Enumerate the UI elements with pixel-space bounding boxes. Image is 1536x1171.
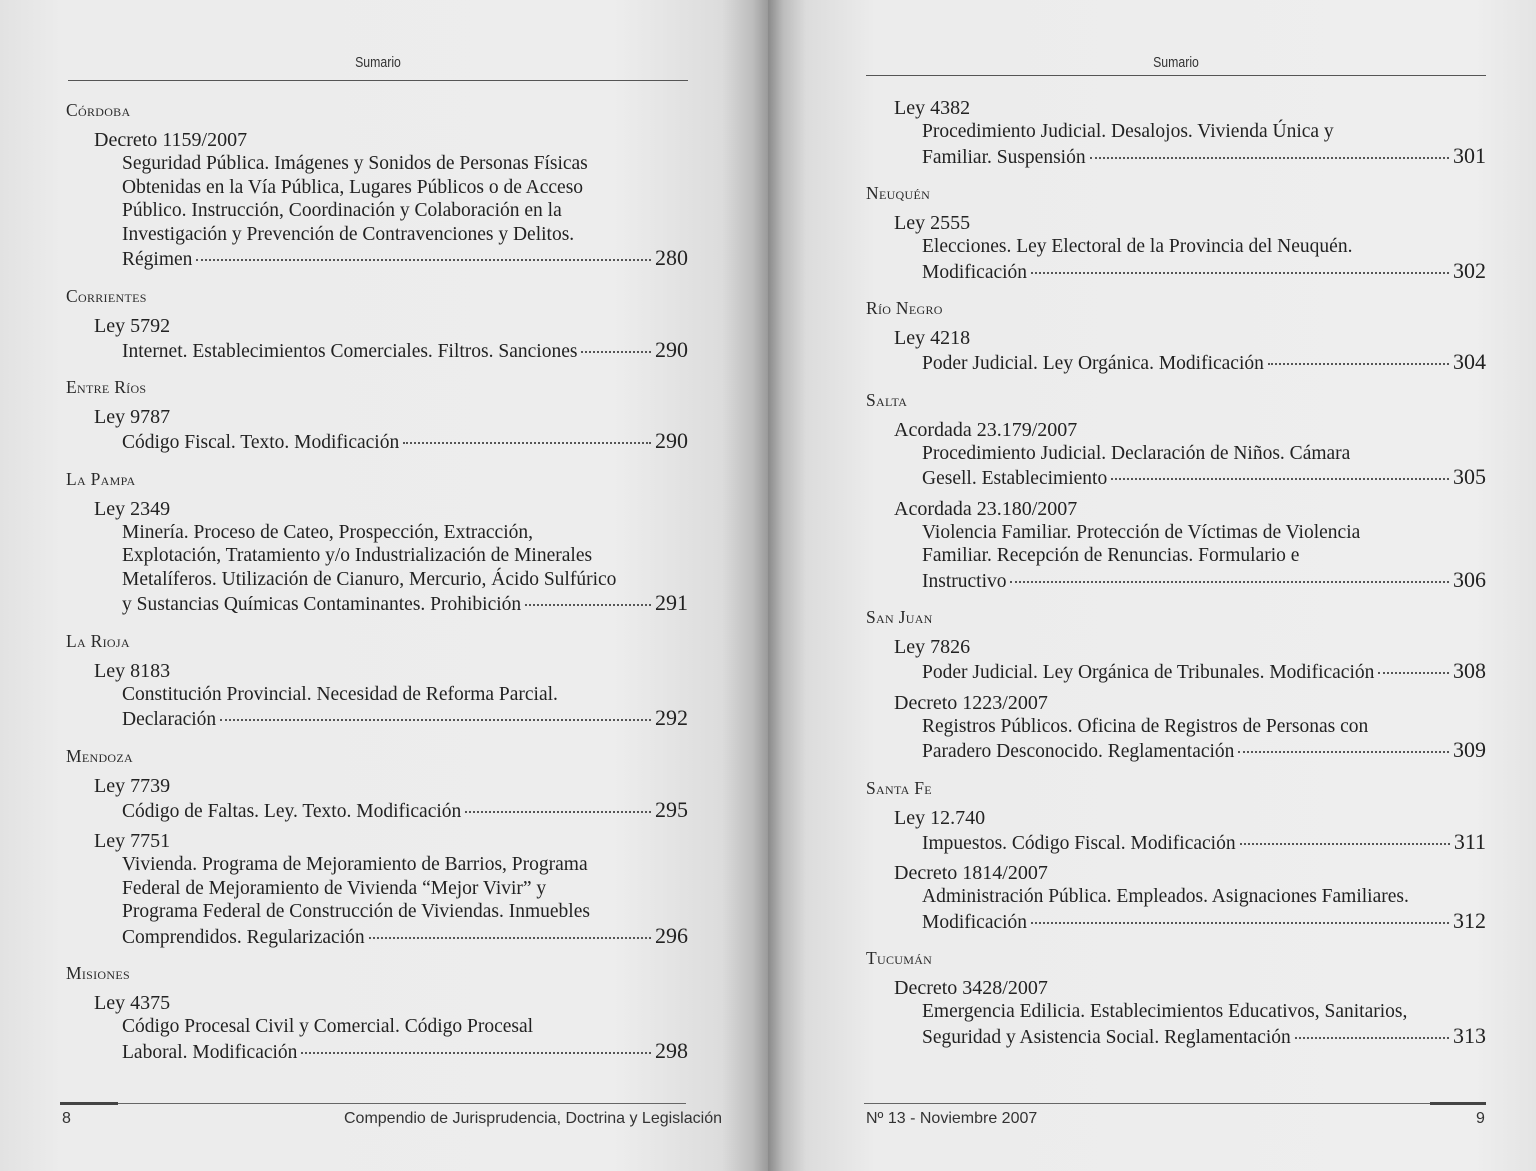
page-number: 305 (1453, 464, 1486, 489)
description-line: Modificación (922, 261, 1028, 283)
right-footer-rule-thick (1430, 1102, 1486, 1105)
description-line: Federal de Mejoramiento de Vivienda “Mejor Vivir” y (122, 877, 547, 899)
left-page-header: Sumario (355, 54, 401, 71)
dot-leader (1090, 157, 1449, 159)
left-footer-page-number: 8 (62, 1110, 71, 1127)
left-header-rule (68, 80, 688, 81)
law-description (922, 521, 1486, 594)
description-line: Gesell. Establecimiento (922, 468, 1108, 489)
toc-entry-last-line (922, 1024, 1486, 1050)
law-description (922, 830, 1486, 856)
law-description (122, 1015, 688, 1064)
law-description (122, 798, 688, 824)
law-title: Ley 7751 (94, 830, 171, 852)
description-line: Minería. Proceso de Cateo, Prospección, Extracción, (122, 521, 533, 543)
toc-entry-last-line (922, 909, 1486, 935)
right-page (768, 0, 1536, 1171)
toc-entry-last-line (122, 338, 688, 364)
province-heading: Córdoba (66, 100, 131, 120)
right-page-header: Sumario (1153, 54, 1199, 71)
description-line: Código de Faltas. Ley. Texto. Modificación (122, 800, 462, 822)
toc-entry-last-line (122, 924, 688, 950)
description-line: Internet. Establecimientos Comerciales. Filtros. Sanciones (122, 340, 578, 362)
law-title: Ley 8183 (94, 659, 171, 682)
description-line: Explotación, Tratamiento y/o Industrialización de Minerales (122, 545, 593, 566)
description-line: Emergencia Edilicia. Establecimientos Educativos, Sanitarios, (922, 1001, 1408, 1022)
description-line: Procedimiento Judicial. Declaración de Niños. Cámara (922, 442, 1351, 464)
law-title: Acordada 23.179/2007 (894, 418, 1078, 441)
dot-leader (1268, 363, 1449, 365)
description-line: Código Procesal Civil y Comercial. Código Procesal (122, 1016, 534, 1037)
law-title: Decreto 1223/2007 (894, 691, 1048, 714)
law-description (922, 885, 1486, 934)
province-heading: Tucumán (866, 948, 933, 968)
description-line: Comprendidos. Regularización (122, 926, 365, 948)
toc-entry-last-line (922, 659, 1486, 685)
toc-entry-last-line (122, 798, 688, 824)
description-line: Violencia Familiar. Protección de Víctimas de Violencia (922, 521, 1361, 543)
province-heading: Entre Ríos (66, 377, 147, 397)
page-number: 290 (655, 336, 688, 362)
page-number: 306 (1453, 566, 1486, 592)
province-heading: Salta (866, 389, 908, 410)
law-description (122, 429, 688, 455)
left-toc (66, 98, 688, 1076)
right-footer-issue: Nº 13 - Noviembre 2007 (866, 1110, 1038, 1127)
page-number: 292 (655, 705, 688, 730)
page-number: 290 (655, 428, 688, 453)
dot-leader (1240, 843, 1450, 845)
toc-entry-last-line (922, 830, 1486, 856)
toc-entry-last-line (122, 246, 688, 272)
page-number: 309 (1453, 737, 1486, 762)
dot-leader (1111, 478, 1449, 480)
left-footer-rule-thick (60, 1102, 118, 1105)
dot-leader (301, 1052, 651, 1054)
toc-entry-last-line (922, 568, 1486, 594)
page-number: 291 (655, 590, 688, 615)
page-number: 312 (1453, 907, 1486, 933)
province-heading: San Juan (866, 607, 933, 627)
law-title: Ley 4382 (894, 97, 971, 119)
page-number: 302 (1453, 257, 1486, 283)
province-heading: La Pampa (66, 468, 136, 489)
province-heading: Santa Fe (866, 777, 932, 798)
description-line: Régimen (122, 249, 193, 270)
law-description (922, 659, 1486, 685)
law-title: Ley 4218 (894, 327, 971, 349)
toc-entry-last-line (122, 706, 688, 732)
description-line: Programa Federal de Construcción de Viviendas. Inmuebles (122, 901, 590, 922)
law-title: Ley 2555 (894, 212, 971, 234)
page-number: 280 (655, 245, 688, 270)
description-line: Seguridad y Asistencia Social. Reglamentación (922, 1026, 1291, 1048)
dot-leader (1031, 922, 1449, 924)
law-title: Ley 7739 (94, 774, 171, 797)
right-toc (866, 96, 1486, 1061)
left-footer-rule (118, 1103, 686, 1104)
page-number: 313 (1453, 1022, 1486, 1048)
law-description (922, 442, 1486, 491)
description-line: Registros Públicos. Oficina de Registros de Personas con (922, 715, 1369, 737)
page-number: 308 (1453, 658, 1486, 683)
law-title: Decreto 1814/2007 (894, 862, 1048, 884)
description-line: Público. Instrucción, Coordinación y Colaboración en la (122, 200, 562, 221)
dot-leader (1031, 272, 1449, 274)
law-description (922, 715, 1486, 764)
law-description (122, 152, 688, 272)
description-line: Instructivo (922, 570, 1007, 592)
province-heading: Mendoza (66, 745, 133, 766)
page-number: 311 (1453, 828, 1486, 854)
description-line: Poder Judicial. Ley Orgánica. Modificación (922, 353, 1264, 374)
right-footer-rule (864, 1103, 1430, 1104)
law-title: Ley 4375 (94, 992, 171, 1014)
law-description (922, 235, 1486, 284)
dot-leader (220, 719, 651, 721)
law-description (922, 120, 1486, 169)
law-description (922, 1000, 1486, 1049)
dot-leader (1378, 672, 1449, 674)
description-line: Familiar. Recepción de Renuncias. Formulario e (922, 545, 1300, 566)
law-title: Decreto 1159/2007 (94, 129, 248, 151)
law-title: Ley 5792 (94, 314, 171, 337)
toc-entry-last-line (122, 1039, 688, 1065)
dot-leader (369, 937, 651, 939)
law-title: Ley 2349 (94, 497, 171, 520)
law-description (922, 350, 1486, 376)
page-number: 304 (1453, 349, 1486, 374)
dot-leader (1238, 751, 1449, 753)
law-description (122, 521, 688, 617)
description-line: Investigación y Prevención de Contravenciones y Delitos. (122, 223, 575, 245)
description-line: Impuestos. Código Fiscal. Modificación (922, 832, 1236, 854)
description-line: Modificación (922, 911, 1028, 933)
right-footer-page-number: 9 (1476, 1110, 1485, 1127)
page-number: 301 (1453, 142, 1486, 168)
description-line: Elecciones. Ley Electoral de la Provincia del Neuquén. (922, 236, 1353, 257)
toc-entry-last-line (922, 350, 1486, 376)
description-line: Código Fiscal. Texto. Modificación (122, 432, 400, 453)
law-description (122, 338, 688, 364)
description-line: Metalíferos. Utilización de Cianuro, Mercurio, Ácido Sulfúrico (122, 568, 617, 590)
dot-leader (1295, 1037, 1449, 1039)
province-heading: Neuquén (866, 183, 931, 203)
description-line: Vivienda. Programa de Mejoramiento de Barrios, Programa (122, 854, 588, 875)
left-footer-title: Compendio de Jurisprudencia, Doctrina y Legislación (344, 1110, 722, 1127)
province-heading: Corrientes (66, 285, 147, 306)
page-number: 295 (655, 796, 688, 822)
description-line: Paradero Desconocido. Reglamentación (922, 741, 1235, 762)
province-heading: La Rioja (66, 630, 130, 651)
description-line: y Sustancias Químicas Contaminantes. Prohibición (122, 594, 522, 615)
description-line: Declaración (122, 709, 217, 730)
description-line: Familiar. Suspensión (922, 146, 1086, 168)
province-heading: Río Negro (866, 298, 943, 318)
toc-entry-last-line (922, 738, 1486, 764)
toc-entry-last-line (922, 465, 1486, 491)
dot-leader (525, 604, 651, 606)
law-title: Ley 9787 (94, 406, 171, 428)
page-number: 298 (655, 1037, 688, 1063)
toc-entry-last-line (122, 429, 688, 455)
page-number: 296 (655, 922, 688, 948)
description-line: Seguridad Pública. Imágenes y Sonidos de Personas Físicas (122, 153, 588, 174)
law-title: Decreto 3428/2007 (894, 977, 1048, 999)
dot-leader (403, 442, 651, 444)
law-description (122, 683, 688, 732)
description-line: Laboral. Modificación (122, 1041, 298, 1063)
description-line: Poder Judicial. Ley Orgánica de Tribunales. Modificación (922, 662, 1375, 683)
toc-entry-last-line (922, 144, 1486, 170)
toc-entry-last-line (122, 591, 688, 617)
dot-leader (465, 811, 651, 813)
province-heading: Misiones (66, 963, 130, 983)
dot-leader (581, 351, 651, 353)
description-line: Obtenidas en la Vía Pública, Lugares Públicos o de Acceso (122, 176, 584, 198)
description-line: Administración Pública. Empleados. Asignaciones Familiares. (922, 886, 1409, 907)
law-title: Acordada 23.180/2007 (894, 497, 1078, 520)
law-title: Ley 7826 (894, 636, 971, 658)
dot-leader (1010, 581, 1449, 583)
law-title: Ley 12.740 (894, 806, 986, 829)
dot-leader (196, 259, 651, 261)
right-header-rule (866, 75, 1486, 76)
toc-entry-last-line (922, 259, 1486, 285)
description-line: Procedimiento Judicial. Desalojos. Vivienda Única y (922, 121, 1334, 142)
description-line: Constitución Provincial. Necesidad de Reforma Parcial. (122, 683, 558, 705)
law-description (122, 853, 688, 949)
